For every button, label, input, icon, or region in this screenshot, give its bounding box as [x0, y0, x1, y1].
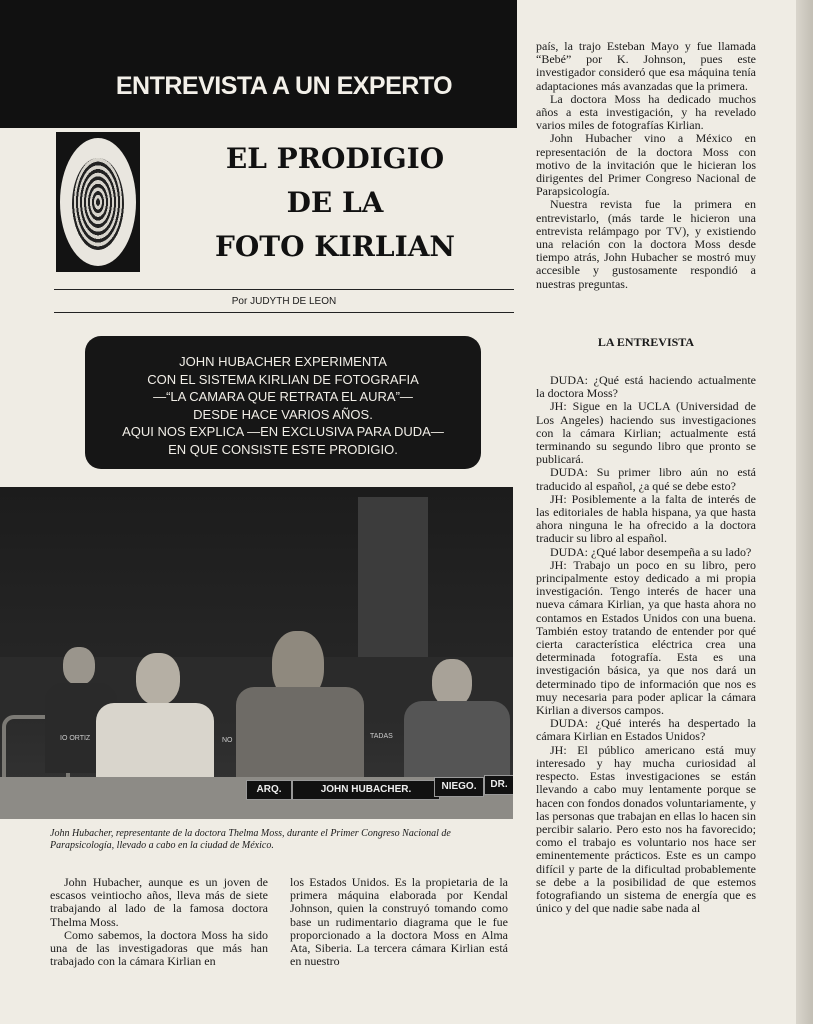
name-plate: DR.	[484, 775, 513, 795]
name-plate: ARQ.	[246, 780, 292, 800]
name-plate: NIEGO.	[434, 777, 484, 797]
paragraph: La doctora Moss ha dedicado muchos años a esta investigación, y ha revelado varios miles de fotografías Kirlian.	[536, 91, 756, 133]
interview-paragraph: JH: El público americano está muy interesado y hay mucha curiosidad al respecto. Estas investigaciones se están llevando a cabo muy lentamente porque se hacen con fondos donados voluntariamente, y las personas que trabajan en ellas lo hacen sin percibir salario. Pero esto nos ha favorecido; como el trabajo es voluntario nos hace ser eminentemente prácticos. Este es un campo difícil y parte de la dificultad probablemente se debe a la posibilidad de que estemos fotografiando un sistema de energía que es único y del que nadie sabe nada al	[536, 742, 756, 916]
deck-box	[85, 336, 481, 469]
body-column-right-top	[536, 40, 756, 291]
byline-rule-bottom	[54, 312, 514, 313]
interview-paragraph: JH: Trabajo un poco en su libro, pero principalmente estoy dedicado a mi propia investigación. Tengo interés de hacer una nueva cámara Kirlian, ya que hasta ahora no contamos en Estados Unidos con una buena. También estoy tratando de entender por qué cierta característica eléctrica crea una determinada fotografía. Esta es una investigación básica, ya que nos dará un determinado tipo de información que nos es muy necesaria para poder aplicar la cámara Kirlian a diversos campos.	[536, 557, 756, 718]
paragraph: Como sabemos, la doctora Moss ha sido una de las investigadoras que más han trabajado con la cámara Kirlian en	[50, 927, 268, 969]
interview-paragraph: DUDA: ¿Qué está haciendo actualmente la doctora Moss?	[536, 373, 756, 401]
seat-tag: NO	[222, 737, 233, 744]
interview-column	[536, 374, 756, 915]
byline: Por JUDYTH DE LEON	[231, 296, 337, 307]
deck-line: —“LA CAMARA QUE RETRATA EL AURA”—	[153, 389, 413, 404]
title-line-1: EL PRODIGIO	[225, 142, 445, 175]
deck-line: CON EL SISTEMA KIRLIAN DE FOTOGRAFIA	[147, 371, 419, 387]
paragraph: Nuestra revista fue la primera en entrevistarlo, (más tarde le hicieron una entrevista relámpago por TV), y existiendo una relación con la doctora Moss desde tiempo atrás, John Hubacher se mostró muy accesible y gustosamente respondió a nuestras preguntas.	[536, 197, 756, 291]
seat-tag: TADAS	[370, 733, 393, 740]
byline-rule-top	[54, 289, 514, 290]
header-band	[0, 0, 517, 128]
interview-paragraph: DUDA: ¿Qué interés ha despertado la cámara Kirlian en Estados Unidos?	[536, 716, 756, 744]
title-line-2: DE LA	[286, 186, 384, 219]
page-edge	[796, 0, 813, 1024]
interview-heading: LA ENTREVISTA	[597, 335, 695, 349]
deck-line: EN QUE CONSISTE ESTE PRODIGIO.	[168, 441, 398, 457]
paragraph: país, la trajo Esteban Mayo y fue llamada “Bebé” por K. Johnson, pues este investigador consideró que esa máquina tenía adaptaciones más avanzadas que la primera.	[536, 39, 756, 93]
section-kicker: ENTREVISTA A UN EXPERTO	[115, 72, 453, 100]
title-line-3: FOTO KIRLIAN	[214, 230, 456, 263]
seat-tag: IO ORTIZ	[60, 735, 91, 742]
interview-paragraph: JH: Posiblemente a la falta de interés de las editoriales de habla hispana, ya que hasta ahora ninguna le ha ofrecido a la doctora traducir su libro al español.	[536, 491, 756, 546]
paragraph: los Estados Unidos. Es la propietaria de la primera máquina elaborada por Kendal Johnson, quien la construyó tomando como base un rudimentario diagrama que le fue proporcionado a la doctora Moss en Alma Ata, Siberia. La tercera cámara Kirlian está en nuestro	[290, 875, 508, 969]
body-column-left	[50, 876, 268, 968]
paragraph: John Hubacher, aunque es un joven de escasos veintiocho años, lleva más de siete trabajando al lado de la famosa doctora Thelma Moss.	[50, 875, 268, 929]
conference-photo	[0, 487, 513, 819]
interview-paragraph: JH: Sigue en la UCLA (Universidad de Los Angeles) haciendo sus investigaciones con la cámara Kirlian; actualmente está terminando su segundo libro que pronto se publicará.	[536, 399, 756, 467]
deck-line: DESDE HACE VARIOS AÑOS.	[193, 406, 373, 422]
deck-line: AQUI NOS EXPLICA —EN EXCLUSIVA PARA DUDA—	[122, 424, 444, 439]
deck-line: JOHN HUBACHER EXPERIMENTA	[179, 354, 387, 369]
photo-caption: John Hubacher, representante de la doctora Thelma Moss, durante el Primer Congreso Nacional de Parapsicología, llevado a cabo en la ciudad de México.	[50, 828, 451, 851]
name-plate-hubacher: JOHN HUBACHER.	[292, 780, 440, 800]
fingerprint-image	[56, 132, 140, 272]
paragraph: John Hubacher vino a México en representación de la doctora Moss con motivo de la invitación que le hicieran los dirigentes del Primer Congreso Nacional de Parapsicología.	[536, 131, 756, 199]
interview-paragraph: DUDA: ¿Qué labor desempeña a su lado?	[550, 544, 752, 559]
body-column-middle	[290, 876, 508, 968]
interview-paragraph: DUDA: Su primer libro aún no está traducido al español, ¿a qué se debe esto?	[536, 465, 756, 493]
